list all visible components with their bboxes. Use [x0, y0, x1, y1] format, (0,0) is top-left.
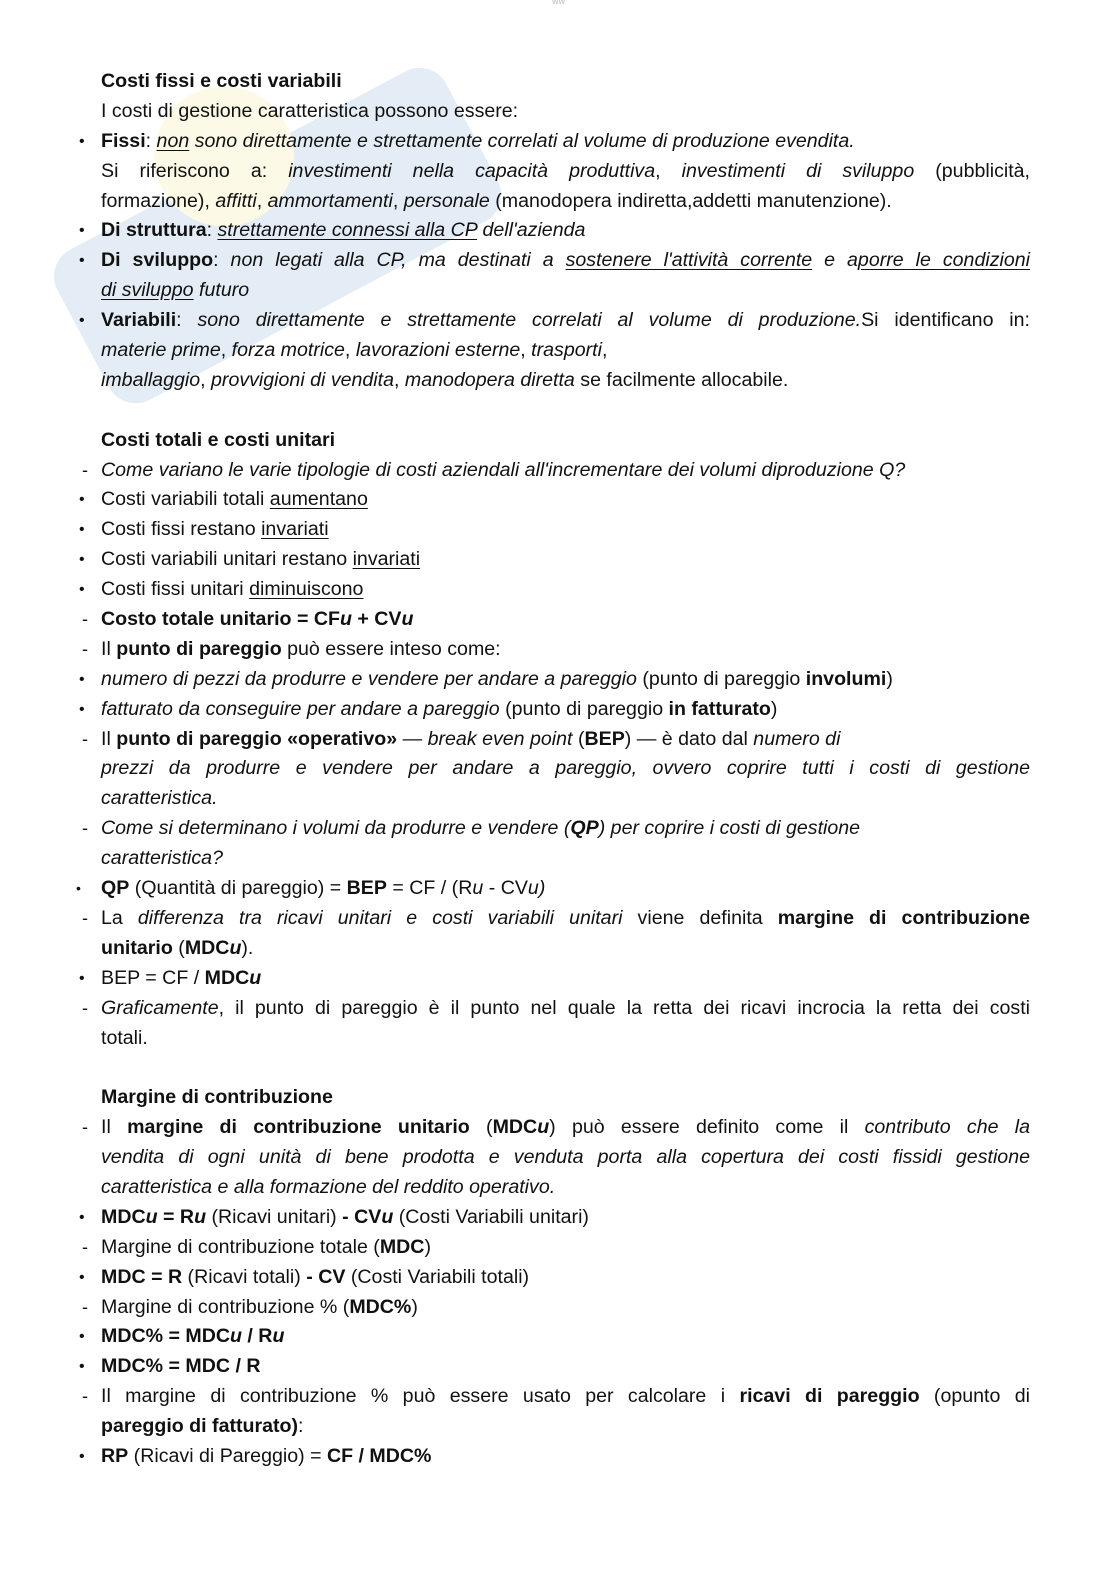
text-line	[0, 157, 1117, 187]
text-line	[0, 575, 1117, 605]
bullet-marker: •	[79, 1358, 85, 1376]
text-line	[0, 97, 1117, 127]
text-line	[0, 665, 1117, 695]
line-text: prezzi da produrre e vendere per andare a pareggio, ovvero coprire tutti i costi di gestione	[101, 757, 1030, 780]
text-line	[0, 366, 1117, 396]
line-text: fatturato da conseguire per andare a pareggio (punto di pareggio in fatturato)	[101, 697, 778, 720]
text-line	[0, 456, 1117, 486]
text-line	[0, 1083, 1117, 1113]
text-line	[0, 1173, 1117, 1203]
line-text: unitario (MDCu).	[101, 936, 254, 959]
line-text: Di struttura: strettamente connessi alla CP dell'azienda	[101, 219, 586, 242]
text-line	[0, 545, 1117, 575]
text-line	[0, 276, 1117, 306]
line-text: QP (Quantità di pareggio) = BEP = CF / (Ru - CVu)	[101, 877, 546, 900]
blank-line	[0, 1053, 1117, 1083]
text-line	[0, 1113, 1117, 1143]
line-text: MDC% = MDCu / Ru	[101, 1325, 285, 1348]
line-text: RP (Ricavi di Pareggio) = CF / MDC%	[101, 1444, 432, 1467]
dash-marker: -	[82, 638, 88, 659]
bullet-marker: •	[79, 700, 85, 718]
line-text: totali.	[101, 1026, 148, 1049]
text-line	[0, 635, 1117, 665]
text-line	[0, 67, 1117, 97]
text-line	[0, 216, 1117, 246]
text-line	[0, 695, 1117, 725]
text-line	[0, 187, 1117, 217]
text-line	[0, 994, 1117, 1024]
dash-marker: -	[82, 997, 88, 1018]
dash-marker: -	[82, 1296, 88, 1317]
line-text: Fissi: non sono direttamente e strettamente correlati al volume di produzione evendita.	[101, 129, 855, 152]
line-text: Margine di contribuzione totale (MDC)	[101, 1235, 431, 1258]
text-line	[0, 515, 1117, 545]
text-line	[0, 1203, 1117, 1233]
line-text: Il margine di contribuzione unitario (MDCu) può essere definito come il contributo che la	[101, 1116, 1031, 1139]
dash-marker: -	[82, 609, 88, 630]
text-line	[0, 426, 1117, 456]
bullet-marker: •	[76, 880, 81, 897]
bullet-marker: •	[79, 222, 85, 240]
bullet-marker: •	[79, 1328, 85, 1346]
line-text: caratteristica e alla formazione del reddito operativo.	[101, 1175, 556, 1198]
line-text: Costo totale unitario = CFu + CVu	[101, 608, 414, 631]
text-line	[0, 874, 1117, 904]
bullet-marker: •	[79, 1208, 85, 1226]
dash-marker: -	[82, 1386, 88, 1407]
bullet-marker: •	[79, 551, 85, 569]
dash-marker: -	[82, 907, 88, 928]
bullet-marker: •	[79, 132, 85, 150]
text-line	[0, 1263, 1117, 1293]
line-text: Margine di contribuzione % (MDC%)	[101, 1295, 418, 1318]
text-line	[0, 1382, 1117, 1412]
line-text: Il punto di pareggio «operativo» — break even point (BEP) — è dato dal numero di	[101, 727, 841, 750]
line-text: La differenza tra ricavi unitari e costi variabili unitari viene definita margine di contribuzione	[101, 906, 1030, 929]
line-text: vendita di ogni unità di bene prodotta e venduta porta alla copertura dei costi fissidi gestione	[101, 1146, 1030, 1169]
line-text: Costi totali e costi unitari	[101, 428, 336, 451]
text-line	[0, 964, 1117, 994]
text-line	[0, 605, 1117, 635]
blank-line	[0, 396, 1117, 426]
page-header-mark: ww	[552, 0, 565, 6]
dash-marker: -	[82, 818, 88, 839]
text-line	[0, 934, 1117, 964]
line-text: MDCu = Ru (Ricavi unitari) - CVu (Costi Variabili unitari)	[101, 1205, 589, 1228]
line-text: I costi di gestione caratteristica possono essere:	[101, 99, 519, 122]
line-text: materie prime, forza motrice, lavorazioni esterne, trasporti,	[101, 339, 608, 362]
text-line	[0, 1442, 1117, 1472]
bullet-marker: •	[79, 252, 85, 270]
text-line	[0, 246, 1117, 276]
text-line	[0, 336, 1117, 366]
line-text: BEP = CF / MDCu	[101, 966, 262, 989]
text-line	[0, 814, 1117, 844]
line-text: imballaggio, provvigioni di vendita, manodopera diretta se facilmente allocabile.	[101, 368, 789, 391]
text-line	[0, 784, 1117, 814]
text-line	[0, 725, 1117, 755]
text-line	[0, 754, 1117, 784]
bullet-marker: •	[79, 1268, 85, 1286]
line-text: MDC = R (Ricavi totali) - CV (Costi Variabili totali)	[101, 1265, 530, 1288]
bullet-marker: •	[79, 581, 85, 599]
dash-marker: -	[82, 459, 88, 480]
line-text: numero di pezzi da produrre e vendere per andare a pareggio (punto di pareggio involumi)	[101, 667, 893, 690]
dash-marker: -	[82, 1236, 88, 1257]
line-text: pareggio di fatturato):	[101, 1415, 304, 1438]
line-text: formazione), affitti, ammortamenti, personale (manodopera indiretta,addetti manutenzione).	[101, 189, 892, 212]
text-line	[0, 1143, 1117, 1173]
line-text: caratteristica?	[101, 847, 223, 870]
line-text: Costi variabili unitari restano invariati	[101, 548, 421, 571]
text-line	[0, 306, 1117, 336]
line-text: Di sviluppo: non legati alla CP, ma destinati a sostenere l'attività corrente e aporre le condizioni	[101, 249, 1030, 272]
bullet-marker: •	[79, 1447, 85, 1465]
line-text: Come si determinano i volumi da produrre e vendere (QP) per coprire i costi di gestione	[101, 817, 861, 840]
text-line	[0, 1322, 1117, 1352]
line-text: Il punto di pareggio può essere inteso come:	[101, 637, 501, 660]
line-text: MDC% = MDC / R	[101, 1355, 261, 1378]
line-text: Graficamente, il punto di pareggio è il punto nel quale la retta dei ricavi incrocia la retta dei costi	[101, 996, 1030, 1019]
line-text: Costi fissi unitari diminuiscono	[101, 578, 364, 601]
text-line	[0, 485, 1117, 515]
text-line	[0, 1024, 1117, 1054]
notes-body	[0, 67, 1117, 1472]
line-text: Costi variabili totali aumentano	[101, 488, 368, 511]
bullet-marker: •	[79, 670, 85, 688]
text-line	[0, 844, 1117, 874]
text-line	[0, 127, 1117, 157]
line-text: di sviluppo futuro	[101, 279, 250, 302]
text-line	[0, 1233, 1117, 1263]
text-line	[0, 904, 1117, 934]
line-text: Margine di contribuzione	[101, 1086, 333, 1109]
bullet-marker: •	[79, 521, 85, 539]
dash-marker: -	[82, 728, 88, 749]
text-line	[0, 1352, 1117, 1382]
line-text: Variabili: sono direttamente e strettamente correlati al volume di produzione.Si identificano in:	[101, 309, 1030, 332]
bullet-marker: •	[79, 969, 85, 987]
line-text: Il margine di contribuzione % può essere usato per calcolare i ricavi di pareggio (opunto di	[101, 1385, 1030, 1408]
line-text: Come variano le varie tipologie di costi aziendali all'incrementare dei volumi diproduzione Q?	[101, 458, 906, 481]
line-text: Si riferiscono a: investimenti nella capacità produttiva, investimenti di sviluppo (pubblicità,	[101, 159, 1031, 182]
line-text: Costi fissi restano invariati	[101, 518, 329, 541]
bullet-marker: •	[79, 312, 85, 330]
bullet-marker: •	[79, 491, 85, 509]
dash-marker: -	[82, 1117, 88, 1138]
line-text: Costi fissi e costi variabili	[101, 70, 342, 92]
text-line	[0, 1293, 1117, 1323]
line-text: caratteristica.	[101, 787, 218, 810]
text-line	[0, 1412, 1117, 1442]
